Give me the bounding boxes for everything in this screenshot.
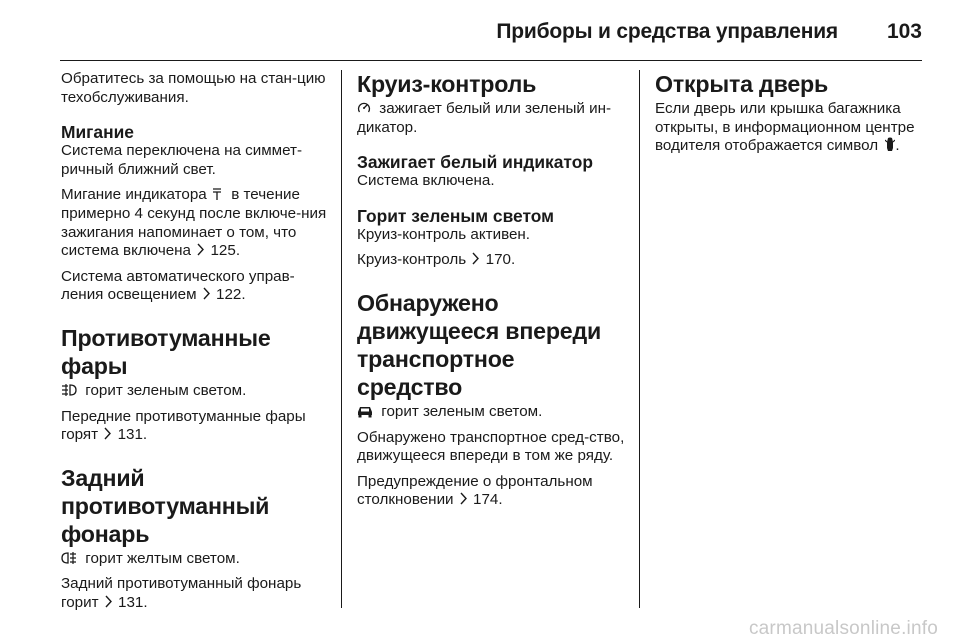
page-title: Приборы и средства управления — [496, 20, 838, 43]
vehicle-ahead-icon — [357, 404, 373, 418]
column-middle — [357, 70, 625, 517]
door-open-icon — [885, 137, 895, 152]
blink-p2-text-b: в течение примерно 4 секунд после включе-ния зажигания напоминает о том, что система включена — [61, 186, 327, 260]
blink-paragraph-2 — [61, 186, 329, 260]
rear-fog-light-icon — [61, 551, 77, 565]
blink-p2-text-a: Мигание индикатора — [61, 186, 207, 204]
page-reference-icon — [104, 595, 113, 608]
watermark: carmanualsonline.info — [748, 618, 938, 639]
green-light-paragraph-2 — [357, 251, 625, 270]
page-reference-icon — [471, 252, 480, 265]
vehicle-p3-ref: 174. — [473, 491, 503, 509]
page-number: 103 — [886, 20, 922, 43]
front-fog-paragraph-2 — [61, 408, 329, 445]
vehicle-ahead-heading: Обнаружено движущееся впереди транспортное средство — [357, 289, 602, 400]
vehicle-p1-text: горит зеленым светом. — [381, 402, 543, 420]
door-p1-text: Если дверь или крышка багажника открыты, в информационном центре водителя отображается символ — [655, 100, 915, 155]
column-right — [655, 70, 923, 163]
rear-fog-heading: Задний противотуманный фонарь — [61, 464, 270, 547]
vehicle-paragraph-2: Обнаружено транспортное сред-ство, движущееся впереди в том же ряду. — [357, 428, 625, 465]
front-fog-light-icon — [61, 383, 77, 397]
blink-paragraph-3 — [61, 268, 329, 305]
front-fog-heading: Противотуманные фары — [61, 324, 271, 379]
front-fog-paragraph-1 — [61, 382, 329, 401]
header-rule — [60, 60, 922, 61]
rear-fog-paragraph-2 — [61, 575, 329, 612]
green-p2-ref: 170. — [485, 251, 516, 269]
cruise-control-icon — [357, 101, 371, 115]
blink-p3-ref: 122. — [216, 286, 246, 304]
green-p2-text: Круиз-контроль — [357, 251, 467, 269]
white-indicator-paragraph: Система включена. — [357, 172, 495, 190]
column-left — [61, 70, 329, 620]
rear-fog-p1-text: горит желтым светом. — [85, 549, 240, 567]
door-open-heading: Открыта дверь — [655, 71, 829, 97]
cruise-paragraph-1 — [357, 100, 625, 137]
symmetric-headlight-icon — [211, 187, 223, 201]
rear-fog-p2-text: Задний противотуманный фонарь горит — [61, 575, 302, 611]
vehicle-paragraph-1 — [357, 403, 625, 422]
blink-p3-text: Система автоматического управ-ления освещением — [61, 267, 295, 304]
page-reference-icon — [103, 427, 112, 440]
rear-fog-p2-ref: 131. — [118, 593, 148, 611]
cruise-p1-text: зажигает белый или зеленый ин-дикатор. — [357, 100, 612, 136]
front-fog-p2-ref: 131. — [117, 426, 148, 444]
blink-paragraph-1: Система переключена на симмет-ричный ближний свет. — [61, 142, 303, 178]
door-p1-end: . — [895, 137, 900, 155]
cruise-heading: Круиз-контроль — [357, 71, 537, 97]
page-header — [60, 18, 922, 62]
door-open-paragraph — [655, 100, 923, 156]
green-light-paragraph-1: Круиз-контроль активен. — [357, 225, 531, 243]
page-reference-icon — [196, 243, 205, 256]
intro-paragraph: Обратитесь за помощью на стан-цию техобслуживания. — [61, 70, 326, 106]
vehicle-p3-text: Предупреждение о фронтальном столкновении — [357, 472, 593, 509]
blink-heading: Мигание — [61, 122, 134, 143]
front-fog-p2-text: Передние противотуманные фары горят — [61, 407, 306, 444]
green-light-heading: Горит зеленым светом — [357, 205, 555, 226]
column-divider-left — [341, 70, 342, 608]
page-reference-icon — [202, 287, 211, 300]
blink-p2-ref: 125. — [210, 242, 241, 260]
white-indicator-heading: Зажигает белый индикатор — [357, 152, 593, 173]
page-reference-icon — [459, 492, 468, 505]
front-fog-p1-text: горит зеленым светом. — [85, 381, 247, 399]
vehicle-paragraph-3 — [357, 473, 625, 510]
rear-fog-paragraph-1 — [61, 550, 329, 569]
column-divider-right — [639, 70, 640, 608]
